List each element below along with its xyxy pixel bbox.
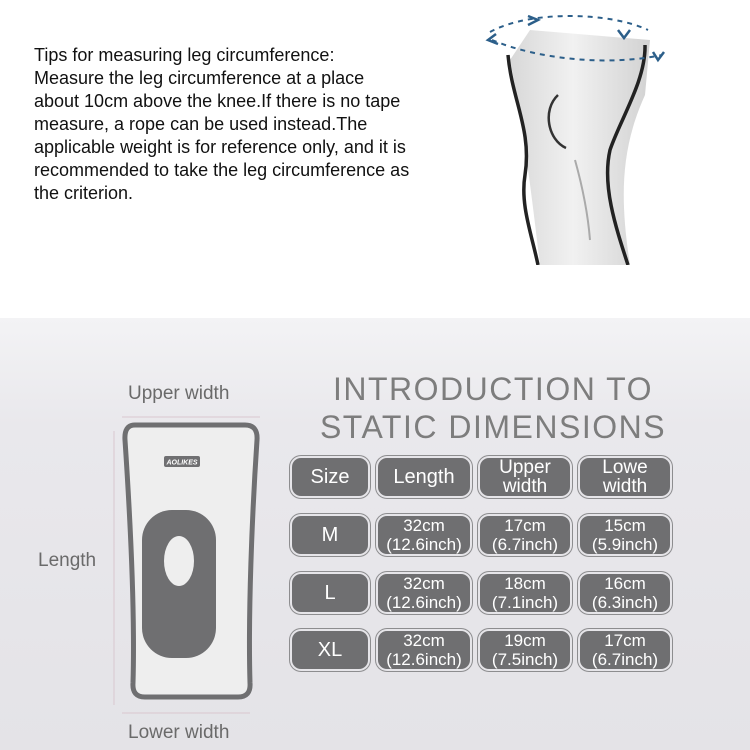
cm-value: 32cm [403,516,445,535]
arrow-right-icon [528,16,538,25]
inch-value: (7.5inch) [491,650,559,669]
arrow-down-icon [618,30,630,38]
inch-value: (7.1inch) [491,593,559,612]
inch-value: (12.6inch) [386,650,462,669]
upper-width-cell [480,574,570,612]
inch-value: (6.7inch) [591,650,659,669]
lower-width-cell [580,574,670,612]
cm-value: 19cm [504,631,546,650]
header-text: Lowe [602,457,648,478]
tips-line: about 10cm above the knee.If there is no tape [34,91,401,111]
knee-sleeve-diagram [100,415,280,720]
cm-value: 17cm [604,631,646,650]
header-text: width [502,476,548,497]
tips-line: applicable weight is for reference only, and it is [34,137,406,157]
upper-width-cell [480,631,570,669]
lower-width-label: Lower width [128,722,230,743]
header-upper-width [480,458,570,496]
tips-line: Tips for measuring leg circumference: [34,45,335,65]
size-cell: M [292,516,368,554]
length-cell [378,631,470,669]
dimensions-title [298,370,688,446]
tips-line: recommended to take the leg circumference as [34,160,410,180]
size-cell: L [292,574,368,612]
arrow-left-icon [488,34,498,44]
cm-value: 15cm [604,516,646,535]
leg-measure-illustration [470,0,750,265]
brand-logo: AOLIKES [166,459,198,467]
upper-width-label: Upper width [128,383,230,404]
lower-width-cell [580,631,670,669]
cm-value: 32cm [403,574,445,593]
cm-value: 18cm [504,574,546,593]
inch-value: (6.7inch) [491,535,559,554]
length-label: Length [38,550,97,571]
inch-value: (5.9inch) [591,535,659,554]
cm-value: 17cm [504,516,546,535]
inch-value: (12.6inch) [386,535,462,554]
measuring-tips [34,44,504,205]
cm-value: 32cm [403,631,445,650]
length-cell [378,574,470,612]
inch-value: (6.3inch) [591,593,659,612]
size-cell: XL [292,631,368,669]
inch-value: (12.6inch) [386,593,462,612]
tips-line: Measure the leg circumference at a place [34,68,365,88]
kneecap-hole [164,536,194,586]
title-line: STATIC DIMENSIONS [319,409,667,445]
tips-line: measure, a rope can be used instead.The [34,114,368,134]
length-cell [378,516,470,554]
header-size: Size [292,458,368,496]
arrow-down-icon [653,52,664,60]
lower-width-cell [580,516,670,554]
header-lower-width [580,458,670,496]
header-text: width [602,476,648,497]
header-length: Length [378,458,470,496]
tips-line: the criterion. [34,183,134,203]
title-line: INTRODUCTION TO [333,371,653,407]
header-text: Upper [499,457,551,478]
upper-width-cell [480,516,570,554]
cm-value: 16cm [604,574,646,593]
measure-ring-back [490,16,648,32]
